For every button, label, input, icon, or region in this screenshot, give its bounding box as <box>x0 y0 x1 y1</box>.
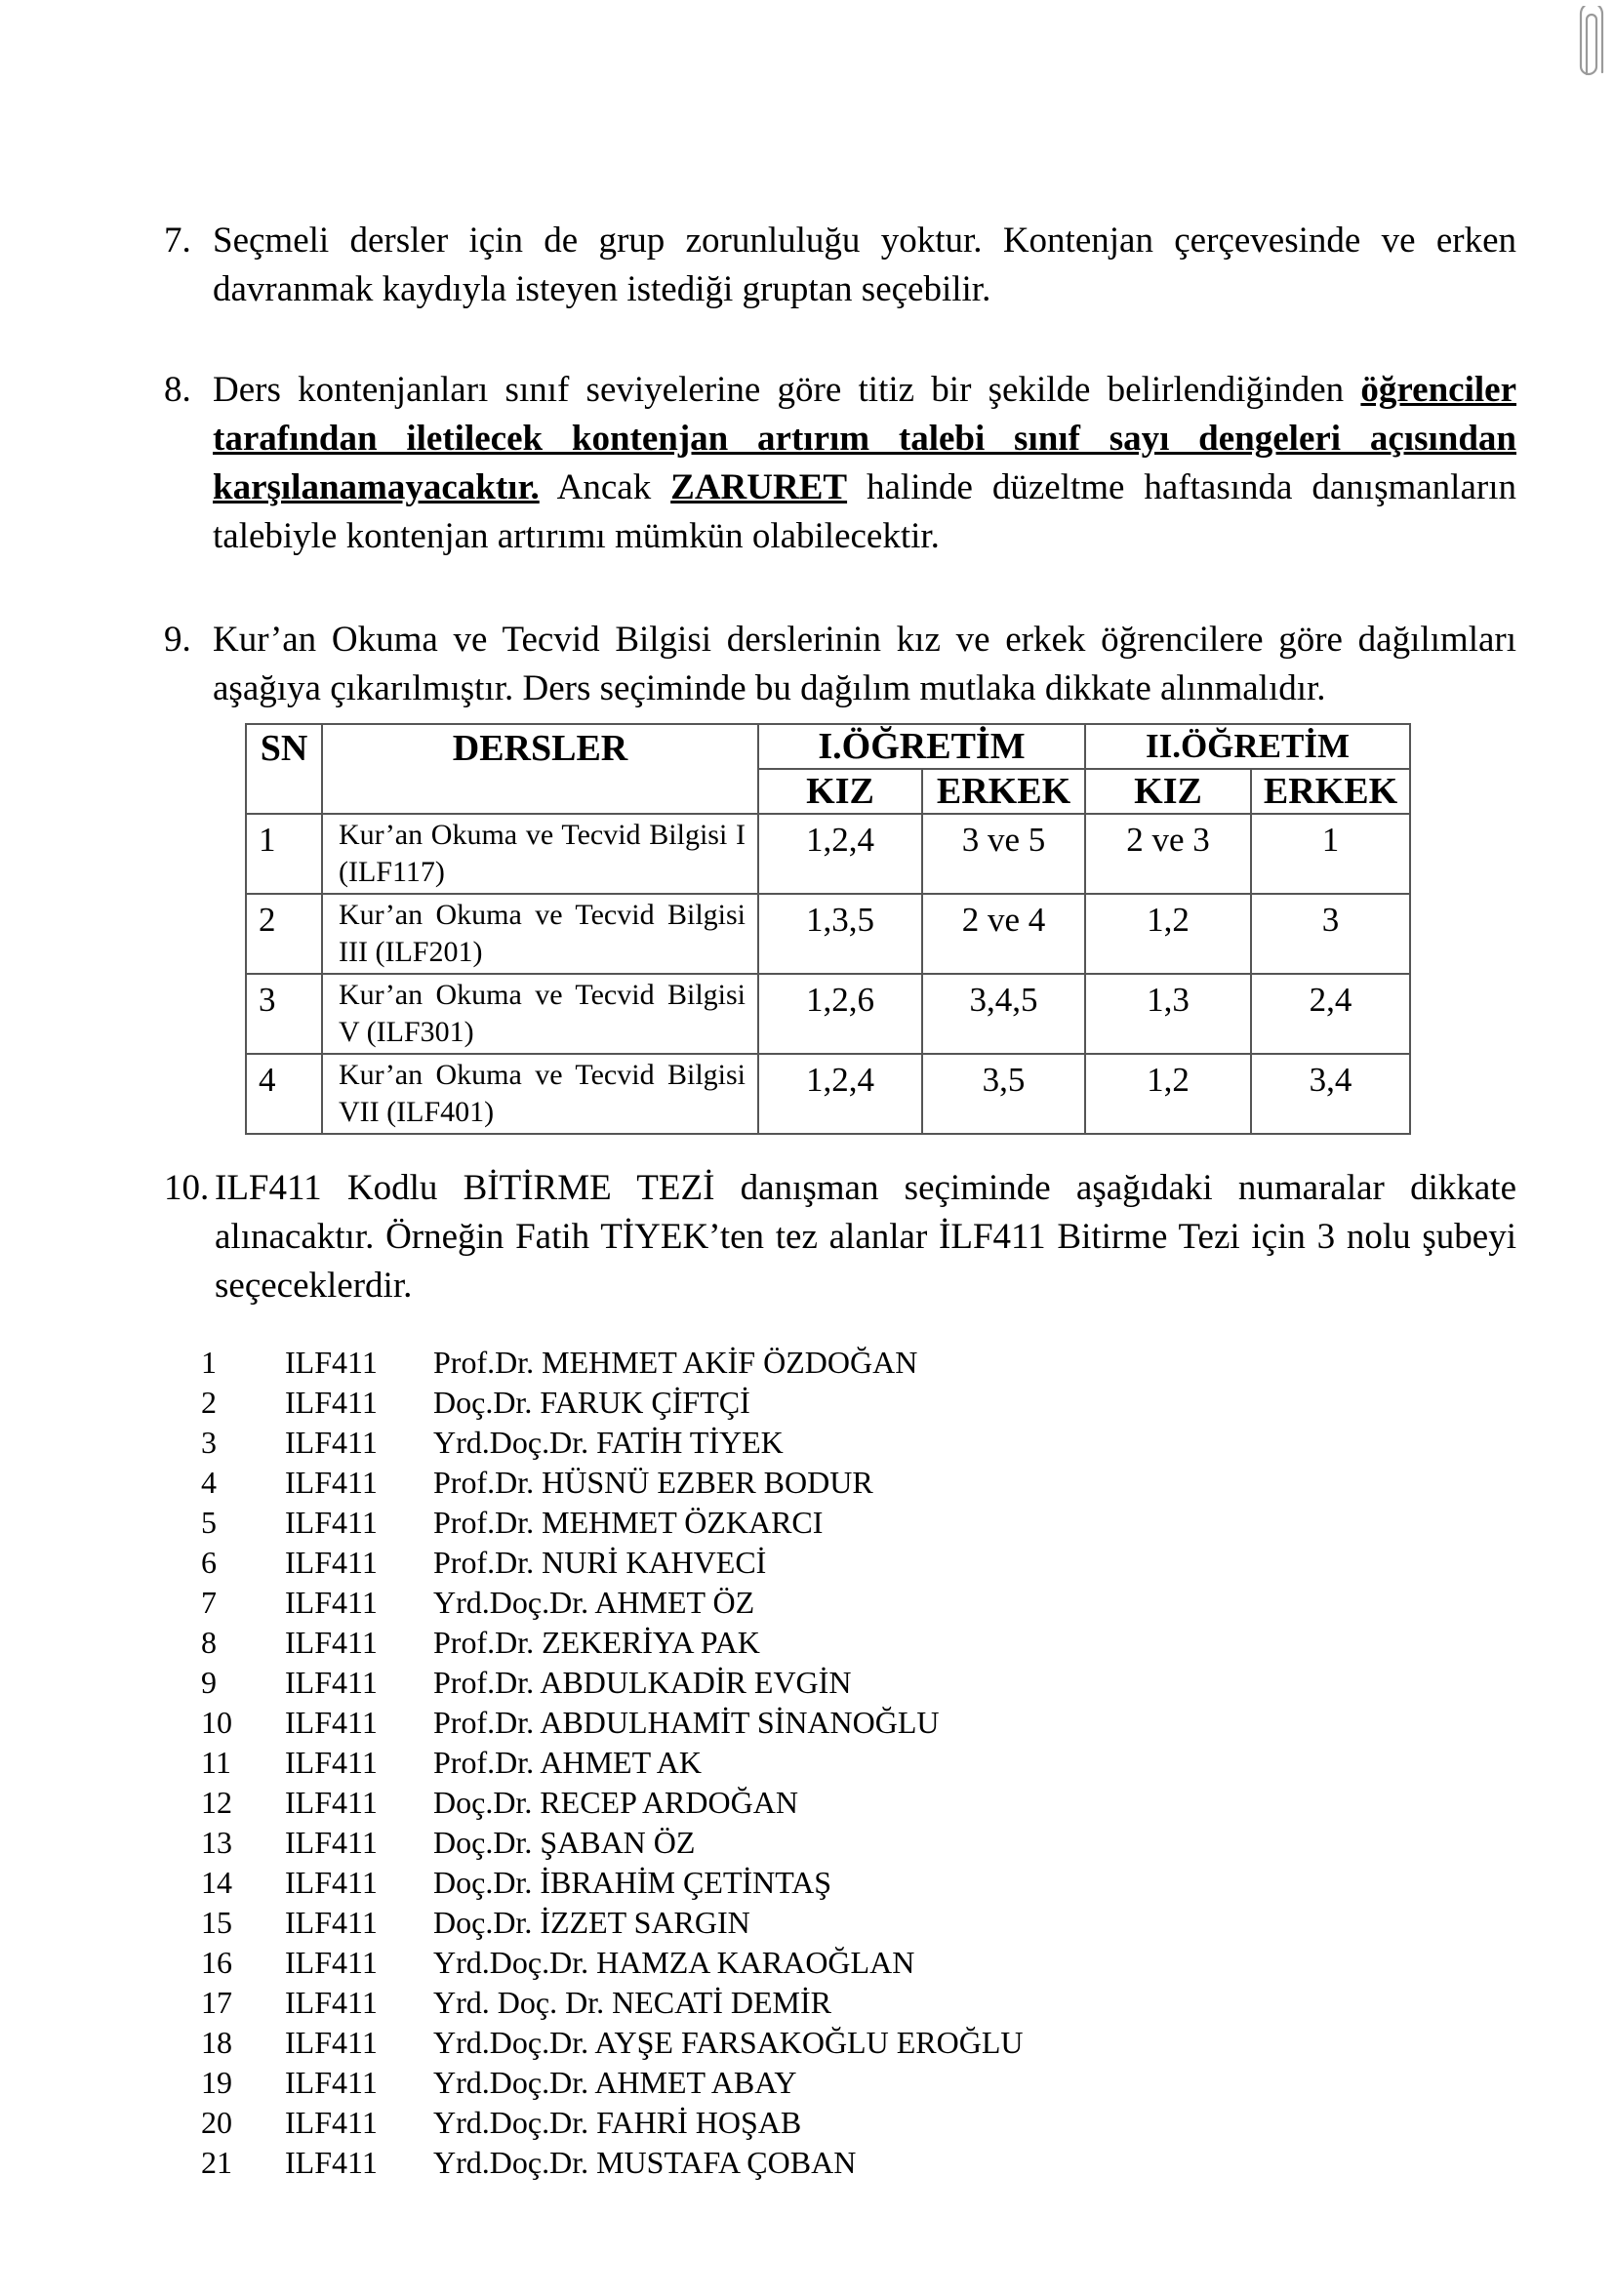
table-row <box>246 814 1410 894</box>
row-sn: 2 <box>246 894 322 974</box>
item-text-end: halinde düzeltme haftasında danışmanların talebiyle kontenjan artırımı mümkün olabilecektir. <box>213 467 1516 556</box>
advisor-name: Prof.Dr. ZEKERİYA PAK <box>433 1625 760 1660</box>
course-code: ILF411 <box>285 1945 378 1980</box>
list-item-10 <box>164 1164 1516 1310</box>
item-number: 10. <box>164 1168 210 1208</box>
course-code: ILF411 <box>285 1585 378 1620</box>
advisor-name: Yrd.Doç.Dr. AYŞE FARSAKOĞLU EROĞLU <box>433 2025 1024 2060</box>
advisor-name: Prof.Dr. ABDULHAMİT SİNANOĞLU <box>433 1705 940 1740</box>
course-code: ILF411 <box>285 1985 378 2020</box>
advisor-name: Prof.Dr. AHMET AK <box>433 1745 702 1780</box>
advisor-name: Yrd.Doç.Dr. AHMET ÖZ <box>433 1585 755 1620</box>
advisor-number: 14 <box>201 1865 232 1900</box>
row-sn: 3 <box>246 974 322 1054</box>
table-row <box>246 974 1410 1054</box>
row-g2-male: 3,4 <box>1251 1054 1410 1134</box>
row-g1-male: 3,5 <box>922 1054 1085 1134</box>
advisor-name: Yrd.Doç.Dr. FATİH TİYEK <box>433 1425 784 1460</box>
course-code: ILF411 <box>285 1905 378 1940</box>
advisor-name: Doç.Dr. İBRAHİM ÇETİNTAŞ <box>433 1865 832 1900</box>
advisor-name: Doç.Dr. FARUK ÇİFTÇİ <box>433 1385 750 1420</box>
row-g2-female: 2 ve 3 <box>1085 814 1251 894</box>
header-female: KIZ <box>1085 769 1251 814</box>
advisor-number: 8 <box>201 1625 217 1660</box>
list-item-8 <box>164 366 1516 561</box>
advisor-number: 17 <box>201 1985 232 2020</box>
advisor-number: 18 <box>201 2025 232 2060</box>
row-g1-male: 3 ve 5 <box>922 814 1085 894</box>
advisor-number: 4 <box>201 1465 217 1500</box>
advisor-number: 10 <box>201 1705 232 1740</box>
quota-warning: öğrenciler tarafından iletilecek kontenjan artırım talebi sınıf sayı dengeleri açısından karşılanamayacaktır. <box>213 370 1516 507</box>
list-item-9 <box>164 616 1516 713</box>
row-g2-male: 1 <box>1251 814 1410 894</box>
advisor-name: Yrd.Doç.Dr. AHMET ABAY <box>433 2065 797 2100</box>
advisor-name: Yrd.Doç.Dr. MUSTAFA ÇOBAN <box>433 2145 857 2180</box>
course-code: ILF411 <box>285 2065 378 2100</box>
header-sn: SN <box>246 724 322 814</box>
item-text-middle: Ancak <box>539 467 671 507</box>
course-code: ILF411 <box>285 2145 378 2180</box>
advisor-name: Yrd. Doç. Dr. NECATİ DEMİR <box>433 1985 831 2020</box>
item-text: Kur’an Okuma ve Tecvid Bilgisi derslerinin kız ve erkek öğrencilere göre dağılımları aşağıya çıkarılmıştır. Ders seçiminde bu dağılım mutlaka dikkate alınmalıdır. <box>213 620 1516 708</box>
advisor-name: Prof.Dr. MEHMET ÖZKARCI <box>433 1505 824 1540</box>
row-g2-male: 3 <box>1251 894 1410 974</box>
course-code: ILF411 <box>285 1425 378 1460</box>
advisor-name: Doç.Dr. ŞABAN ÖZ <box>433 1825 696 1860</box>
advisor-name: Yrd.Doç.Dr. HAMZA KARAOĞLAN <box>433 1945 915 1980</box>
advisor-number: 3 <box>201 1425 217 1460</box>
row-course: Kur’an Okuma ve Tecvid Bilgisi I (ILF117) <box>322 814 758 894</box>
advisor-number: 11 <box>201 1745 231 1780</box>
row-g1-female: 1,3,5 <box>758 894 922 974</box>
advisor-number: 2 <box>201 1385 217 1420</box>
item-number: 8. <box>164 370 191 410</box>
row-course: Kur’an Okuma ve Tecvid Bilgisi III (ILF201) <box>322 894 758 974</box>
item-number: 7. <box>164 221 191 261</box>
course-code: ILF411 <box>285 1865 378 1900</box>
course-code: ILF411 <box>285 1345 378 1380</box>
course-code: ILF411 <box>285 2105 378 2140</box>
row-course: Kur’an Okuma ve Tecvid Bilgisi V (ILF301) <box>322 974 758 1054</box>
course-code: ILF411 <box>285 1825 378 1860</box>
advisor-number: 12 <box>201 1785 232 1820</box>
item-text: ILF411 Kodlu BİTİRME TEZİ danışman seçiminde aşağıdaki numaralar dikkate alınacaktır. Örneğin Fatih TİYEK’ten tez alanlar İLF411 Bitirme Tezi için 3 nolu şubeyi seçeceklerdir. <box>215 1168 1516 1306</box>
row-g1-male: 2 ve 4 <box>922 894 1085 974</box>
row-g1-female: 1,2,6 <box>758 974 922 1054</box>
course-code: ILF411 <box>285 1625 378 1660</box>
advisor-name: Prof.Dr. ABDULKADİR EVGİN <box>433 1665 852 1700</box>
advisor-name: Prof.Dr. NURİ KAHVECİ <box>433 1545 767 1580</box>
advisor-name: Doç.Dr. İZZET SARGIN <box>433 1905 750 1940</box>
header-group1: I.ÖĞRETİM <box>758 724 1085 769</box>
advisor-number: 16 <box>201 1945 232 1980</box>
row-g1-female: 1,2,4 <box>758 814 922 894</box>
item-text-start: Ders kontenjanları sınıf seviyelerine göre titiz bir şekilde belirlendiğinden <box>213 370 1361 410</box>
table-row <box>246 894 1410 974</box>
header-courses: DERSLER <box>322 724 758 814</box>
header-female: KIZ <box>758 769 922 814</box>
course-code: ILF411 <box>285 1665 378 1700</box>
advisor-name: Doç.Dr. RECEP ARDOĞAN <box>433 1785 798 1820</box>
row-g2-female: 1,2 <box>1085 894 1251 974</box>
row-g2-female: 1,2 <box>1085 1054 1251 1134</box>
course-code: ILF411 <box>285 1465 378 1500</box>
emphasis-word: ZARURET <box>670 467 848 507</box>
course-code: ILF411 <box>285 2025 378 2060</box>
item-number: 9. <box>164 620 191 660</box>
paperclip-icon <box>1579 6 1604 82</box>
advisor-name: Yrd.Doç.Dr. FAHRİ HOŞAB <box>433 2105 802 2140</box>
advisor-number: 19 <box>201 2065 232 2100</box>
header-male: ERKEK <box>1251 769 1410 814</box>
row-g2-male: 2,4 <box>1251 974 1410 1054</box>
course-code: ILF411 <box>285 1705 378 1740</box>
advisor-number: 5 <box>201 1505 217 1540</box>
advisor-number: 15 <box>201 1905 232 1940</box>
advisor-number: 6 <box>201 1545 217 1580</box>
advisor-number: 20 <box>201 2105 232 2140</box>
course-code: ILF411 <box>285 1505 378 1540</box>
list-item-7 <box>164 217 1516 314</box>
course-distribution-table <box>245 723 1411 1135</box>
course-code: ILF411 <box>285 1745 378 1780</box>
row-sn: 4 <box>246 1054 322 1134</box>
row-course: Kur’an Okuma ve Tecvid Bilgisi VII (ILF401) <box>322 1054 758 1134</box>
table-row <box>246 1054 1410 1134</box>
header-male: ERKEK <box>922 769 1085 814</box>
row-sn: 1 <box>246 814 322 894</box>
header-group2: II.ÖĞRETİM <box>1085 724 1410 769</box>
advisor-number: 21 <box>201 2145 232 2180</box>
advisor-number: 9 <box>201 1665 217 1700</box>
advisor-number: 13 <box>201 1825 232 1860</box>
row-g2-female: 1,3 <box>1085 974 1251 1054</box>
advisor-number: 7 <box>201 1585 217 1620</box>
course-code: ILF411 <box>285 1385 378 1420</box>
item-text <box>213 366 1516 561</box>
course-code: ILF411 <box>285 1785 378 1820</box>
advisor-number: 1 <box>201 1345 217 1380</box>
item-text: Seçmeli dersler için de grup zorunluluğu yoktur. Kontenjan çerçevesinde ve erken davranmak kaydıyla isteyen istediği gruptan seçebilir. <box>213 221 1516 309</box>
advisor-name: Prof.Dr. HÜSNÜ EZBER BODUR <box>433 1465 873 1500</box>
row-g1-male: 3,4,5 <box>922 974 1085 1054</box>
course-code: ILF411 <box>285 1545 378 1580</box>
advisor-name: Prof.Dr. MEHMET AKİF ÖZDOĞAN <box>433 1345 918 1380</box>
row-g1-female: 1,2,4 <box>758 1054 922 1134</box>
